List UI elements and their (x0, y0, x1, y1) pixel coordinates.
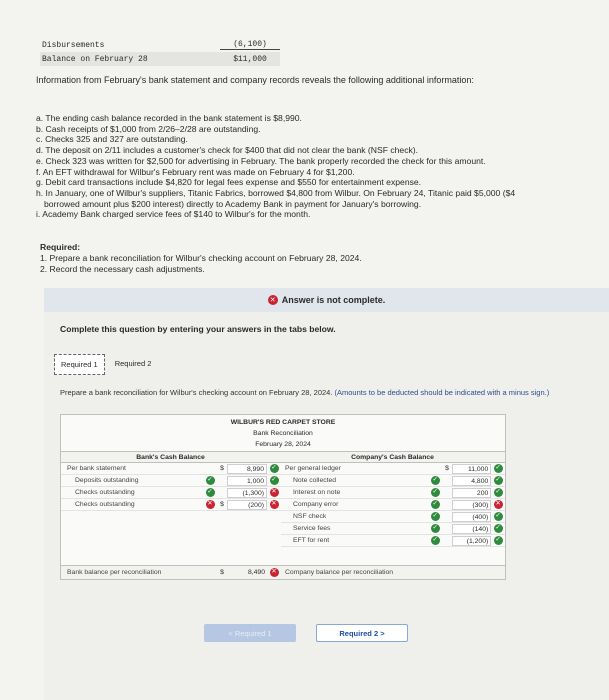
amount-input[interactable]: (140) (452, 524, 491, 534)
row-label[interactable]: Checks outstanding (75, 489, 135, 496)
required-heading: Required: (40, 242, 81, 252)
x-icon: ✕ (495, 500, 501, 508)
instructions (60, 388, 560, 397)
check-icon: ✓ (432, 512, 438, 520)
balance-row (61, 565, 505, 579)
ledger-summary (40, 38, 280, 66)
row-indicator (428, 512, 442, 521)
status (491, 512, 505, 521)
row-indicator (203, 476, 217, 485)
check-icon: ✓ (271, 464, 277, 472)
amount-input[interactable]: 4,800 (452, 476, 491, 486)
check-icon: ✓ (271, 476, 277, 484)
check-icon: ✓ (207, 476, 213, 484)
info-list (36, 113, 609, 220)
tab-bar (54, 354, 161, 375)
ledger-row-disbursements (40, 38, 280, 52)
tab-required-1[interactable]: Required 1 (54, 354, 105, 375)
company-row (281, 475, 505, 487)
recon-date: February 28, 2024 (255, 441, 311, 448)
status (267, 476, 281, 485)
amount-input[interactable]: (1,300) (227, 488, 267, 498)
ledger-value: $11,000 (233, 54, 267, 64)
prev-button[interactable]: < Required 1 (204, 624, 296, 642)
spacer-row (61, 535, 281, 547)
info-item: h. In January, one of Wilbur's suppliers, Titanic Fabrics, borrowed $4,800 from Wilbur. On February 24, Titanic paid $5,000 ($4 (36, 187, 516, 198)
amount-input[interactable]: (200) (227, 500, 267, 510)
bank-side (61, 463, 281, 547)
dollar-sign: $ (220, 465, 224, 472)
row-label[interactable]: Per general ledger (285, 465, 341, 472)
bank-row (61, 463, 281, 475)
recon-rows (61, 463, 505, 547)
check-icon: ✓ (495, 536, 501, 544)
check-icon: ✓ (495, 524, 501, 532)
company-row (281, 463, 505, 475)
ledger-value: (6,100) (220, 40, 280, 50)
amount-input[interactable]: (300) (452, 500, 491, 510)
amount-input[interactable]: 1,000 (227, 476, 267, 486)
status (267, 568, 281, 577)
status (491, 464, 505, 473)
check-icon: ✓ (495, 488, 501, 496)
required-item: 2. Record the necessary cash adjustments. (40, 264, 205, 274)
instructions-text: Prepare a bank reconciliation for Wilbur's checking account on February 28, 2024. (60, 388, 333, 397)
row-label[interactable]: Deposits outstanding (75, 477, 139, 484)
bank-row (61, 499, 281, 511)
amount-input[interactable]: (400) (452, 512, 491, 522)
company-row (281, 487, 505, 499)
bank-row (61, 475, 281, 487)
check-icon: ✓ (495, 512, 501, 520)
company-row (281, 511, 505, 523)
info-item: f. An EFT withdrawal for Wilbur's February rent was made on February 4 for $1,200. (36, 166, 355, 177)
bank-row (61, 487, 281, 499)
tab-navigation (204, 624, 428, 642)
amount-input[interactable]: 8,990 (227, 464, 267, 474)
check-icon: ✓ (432, 524, 438, 532)
info-intro: Information from February's bank statement and company records reveals the following additional information: (36, 75, 474, 85)
amount-input[interactable]: (1,200) (452, 536, 491, 546)
column-headers (61, 451, 505, 463)
check-icon: ✓ (432, 476, 438, 484)
info-item: c. Checks 325 and 327 are outstanding. (36, 134, 188, 145)
alert-bar (44, 288, 609, 312)
ledger-label: Disbursements (42, 40, 105, 50)
required-item: 1. Prepare a bank reconciliation for Wilbur's checking account on February 28, 2024. (40, 253, 362, 263)
spacer-row (61, 511, 281, 523)
row-label[interactable]: NSF check (293, 513, 327, 520)
bank-balance-label: Bank balance per reconciliation (67, 569, 162, 576)
info-item: e. Check 323 was written for $2,500 for advertising in February. The bank properly recorded the check for this amount. (36, 155, 486, 166)
amount-input[interactable]: 200 (452, 488, 491, 498)
error-icon: ✕ (268, 295, 278, 305)
status (491, 488, 505, 497)
row-indicator (203, 488, 217, 497)
row-label[interactable]: Interest on note (293, 489, 341, 496)
check-icon: ✓ (432, 488, 438, 496)
recon-company: WILBUR'S RED CARPET STORE (230, 419, 336, 426)
status (491, 476, 505, 485)
row-label[interactable]: Company error (293, 501, 339, 508)
info-item: g. Debit card transactions include $4,820 for legal fees expense and $550 for entertainment expense. (36, 177, 422, 188)
row-indicator (428, 476, 442, 485)
ledger-label: Balance on February 28 (42, 54, 148, 64)
reconciliation-table (60, 414, 506, 580)
instructions-note: (Amounts to be deducted should be indicated with a minus sign.) (334, 388, 550, 397)
check-icon: ✓ (495, 464, 501, 472)
company-row (281, 499, 505, 511)
row-indicator (203, 500, 217, 509)
recon-header (61, 415, 505, 451)
company-balance-label: Company balance per reconciliation (285, 569, 394, 576)
x-icon: ✕ (271, 568, 277, 576)
dollar-sign: $ (445, 465, 449, 472)
row-label[interactable]: EFT for rent (293, 537, 330, 544)
complete-message: Complete this question by entering your answers in the tabs below. (60, 324, 336, 334)
row-label[interactable]: Service fees (293, 525, 331, 532)
check-icon: ✓ (207, 488, 213, 496)
company-row (281, 523, 505, 535)
info-item: a. The ending cash balance recorded in the bank statement is $8,990. (36, 113, 302, 123)
row-label[interactable]: Checks outstanding (75, 501, 135, 508)
bank-balance-amount: 8,490 (247, 568, 265, 576)
check-icon: ✓ (495, 476, 501, 484)
info-item: i. Academy Bank charged service fees of $140 to Wilbur's for the month. (36, 209, 311, 220)
answer-panel (44, 288, 609, 700)
x-icon: ✕ (271, 500, 277, 508)
row-label[interactable]: Note collected (293, 477, 337, 484)
alert-text: Answer is not complete. (281, 295, 386, 305)
tab-required-2[interactable]: Required 2 (114, 359, 152, 368)
next-button[interactable]: Required 2 > (316, 624, 408, 642)
check-icon: ✓ (432, 500, 438, 508)
row-label[interactable]: Per bank statement (67, 465, 126, 472)
status (491, 524, 505, 533)
status (267, 500, 281, 509)
dollar-sign: $ (220, 569, 224, 576)
row-indicator (428, 536, 442, 545)
row-indicator (428, 500, 442, 509)
amount-input[interactable]: 11,000 (452, 464, 491, 474)
info-item: borrowed amount plus $200 interest) directly to Academy Bank in payment for January's borrowing. (44, 198, 422, 209)
info-item: d. The deposit on 2/11 includes a customer's check for $400 that did not clear the bank (NSF check). (36, 145, 419, 156)
row-indicator (428, 488, 442, 497)
status (491, 536, 505, 545)
status (491, 500, 505, 509)
dollar-sign: $ (220, 501, 224, 508)
company-side (281, 463, 505, 547)
spacer-row (61, 523, 281, 535)
x-icon: ✕ (271, 488, 277, 496)
row-indicator (428, 524, 442, 533)
info-item: b. Cash receipts of $1,000 from 2/26–2/28 are outstanding. (36, 123, 261, 134)
company-heading: Company's Cash Balance (351, 453, 434, 461)
ledger-row-balance (40, 52, 280, 66)
company-row (281, 535, 505, 547)
bank-heading: Bank's Cash Balance (136, 453, 205, 461)
status (267, 464, 281, 473)
check-icon: ✓ (432, 536, 438, 544)
recon-title: Bank Reconciliation (253, 430, 313, 437)
required-section (40, 242, 362, 275)
status (267, 488, 281, 497)
x-icon: ✕ (207, 500, 213, 508)
